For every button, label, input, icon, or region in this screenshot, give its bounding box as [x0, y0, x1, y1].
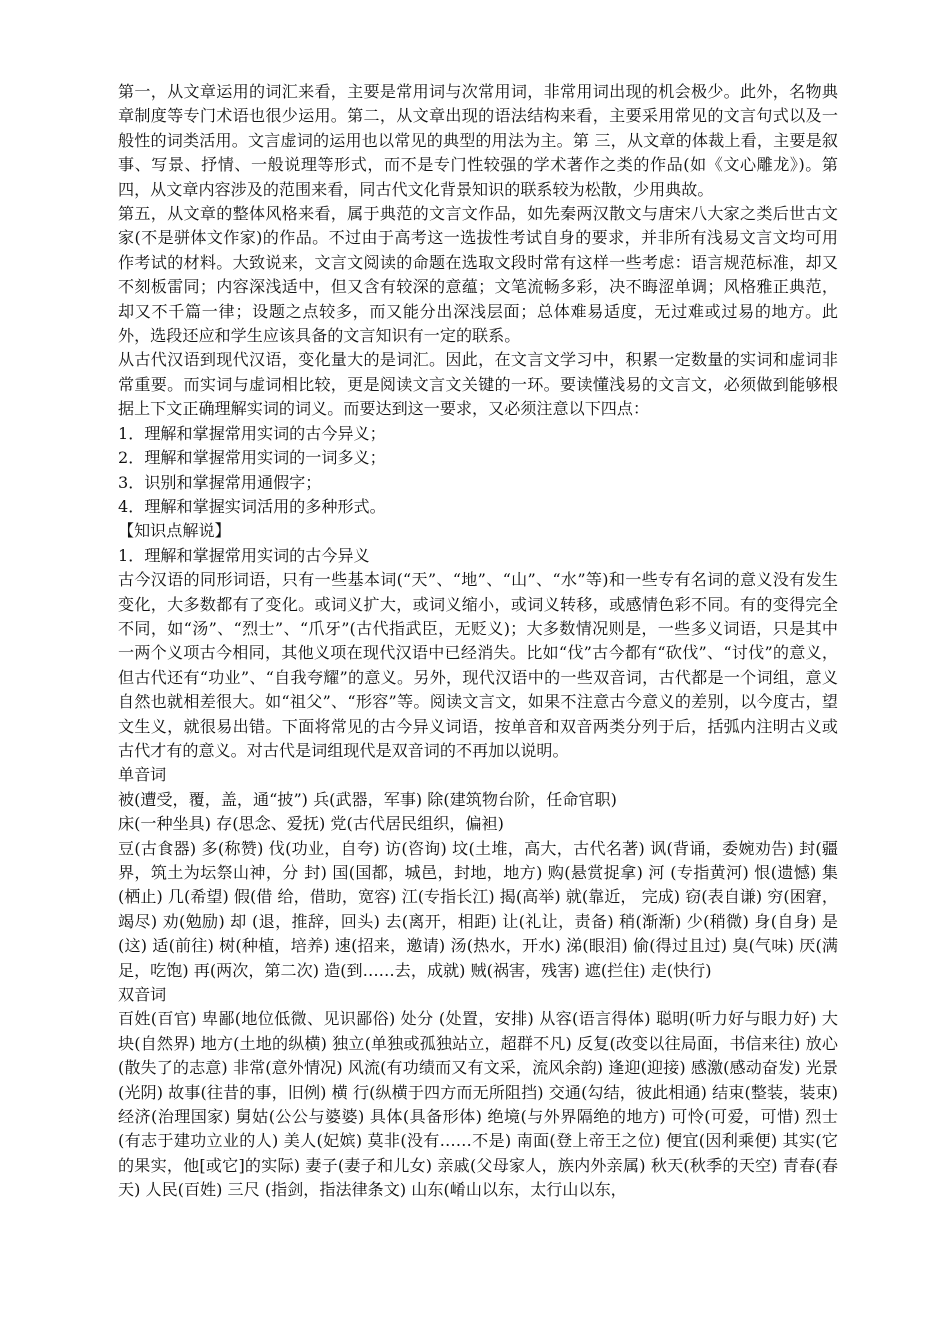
double-syllable-list: 百姓(百官) 卑鄙(地位低微、见识鄙俗) 处分 (处置，安排) 从容(语言得体) 聪明(听力好与眼力好) 大块(自然界) 地方(土地的纵横) 独立(单独或孤独站立，超群不凡) 反复(改变以往局面，书信来往) 放心(散失了的志意) 非常(意外情况) 风流(有功绩而又有文采，流风余韵) 逢迎(迎接) 感激(感动奋发) 光景(光阴) 故事(往昔的事，旧例) 横 行(纵横于四方而无所阻挡) 交通(勾结，彼此相通) 结束(整装，装束) 经济(治理国家) 舅姑(公公与婆婆) 具体(具备形体) 绝境(与外界隔绝的地方) 可怜(可爱，可惜) 烈士(有志于建功立业的人) 美人(妃嫔) 莫非(没有……不是) 南面(登上帝王之位) 便宜(因利乘便) 其实(它的果实，他[或它]的实际) 妻子(妻子和儿女) 亲戚(父母家人，族内外亲属) 秋天(秋季的天空) 青春(春天) 人民(百姓) 三尺 (指剑，指法律条文) 山东(崤山以东，太行山以东，: [118, 1009, 838, 1200]
paragraph-vocabulary-features: 第一，从文章运用的词汇来看，主要是常用词与次常用词，非常用词出现的机会极少。此外，名物典章制度等专门术语也很少运用。第二，从文章出现的语法结构来看，主要采用常见的文言句式以及一般性的词类活用。文言虚词的运用也以常见的典型的用法为主。第 三，从文章的体裁上看，主要是叙事、写景、抒情、一般说理等形式，而不是专门性较强的学术著作之类的作品(如《文心雕龙》)。第四，从文章内容涉及的范围来看，同古代文化背景知识的联系较为松散，少用典故。: [118, 82, 838, 199]
list-item-2: 2．理解和掌握常用实词的一词多义；: [118, 448, 386, 468]
paragraph-ancient-modern-meaning: 古今汉语的同形词语，只有一些基本词(“天”、“地”、“山”、“水”等)和一些专有名词的意义没有发生变化，大多数都有了变化。或词义扩大，或词义缩小，或词义转移，或感情色彩不同。有的变得完全不同，如“汤”、“烈士”、“爪牙”(古代指武臣，无贬义)；大多数情况则是，一些多义词语，只是其中一两个义项古今相同，其他义项在现代汉语中已经消失。比如“伐”古今都有“砍伐”、“讨伐”的意义，但古代还有“功业”、“自我夸耀”的意义。另外，现代汉语中的一些双音词，古代都是一个词组，意义自然也就相差很大。如“祖父”、“形容”等。阅读文言文，如果不注意古今意义的差别，以今度古，望文生义，就很易出错。下面将常见的古今异义词语，按单音和双音两类分列于后，括弧内注明古义或古代才有的意义。对古代是词组现代是双音词的不再加以说明。: [118, 570, 838, 760]
single-syllable-line-1: 被(遭受，覆，盖，通“披”) 兵(武器，军事) 除(建筑物台阶，任命官职): [118, 789, 617, 809]
single-syllable-line-2: 床(一种坐具) 存(思念、爱抚) 党(古代居民组织，偏袒): [118, 814, 504, 834]
single-syllable-list: 豆(古食器) 多(称赞) 伐(功业，自夸) 访(咨询) 坟(土堆，高大，古代名著) 讽(背诵，委婉劝告) 封(疆界，筑土为坛祭山神，分 封) 国(国都，城邑，封地，地方) 购(悬赏捉拿) 河 (专指黄河) 恨(遗憾) 集(栖止) 几(希望) 假(借 给，借助，宽容) 江(专指长江) 揭(高举) 就(靠近， 完成) 窃(表自谦) 穷(困窘，竭尽) 劝(勉励) 却 (退，推辞，回头) 去(离开，相距) 让(礼让，责备) 稍(渐渐) 少(稍微) 身(自身) 是(这) 适(前往) 树(种植，培养) 速(招来，邀请) 汤(热水，开水) 涕(眼泪) 偷(得过且过) 臭(气味) 厌(满足，吃饱) 再(两次，第二次) 造(到……去，成就) 贼(祸害，残害) 遮(拦住) 走(快行): [118, 838, 838, 980]
subsection-heading-1: 1．理解和掌握常用实词的古今异义: [118, 545, 370, 565]
heading-double-syllable: 双音词: [118, 985, 167, 1005]
section-heading-knowledge: 【知识点解说】: [118, 521, 231, 541]
list-item-1: 1．理解和掌握常用实词的古今异义；: [118, 423, 386, 443]
list-item-4: 4．理解和掌握实词活用的多种形式。: [118, 496, 386, 516]
paragraph-overall-style: 第五，从文章的整体风格来看，属于典范的文言文作品，如先秦两汉散文与唐宋八大家之类后世古文家(不是骈体文作家)的作品。不过由于高考这一选拔性考试自身的要求，并非所有浅易文言文均可用作考试的材料。大致说来，文言文阅读的命题在选取文段时常有这样一些考虑：语言规范标准，却又不刻板雷同；内容深浅适中，但又含有较深的意蕴；文笔流畅多彩，决不晦涩单调；风格雅正典范，却又不千篇一律；设题之点较多，而又能分出深浅层面；总体难易适度，无过难或过易的地方。此外，选段还应和学生应该具备的文言知识有一定的联系。: [118, 204, 838, 346]
heading-single-syllable: 单音词: [118, 765, 167, 785]
list-item-3: 3．识别和掌握常用通假字；: [118, 472, 322, 492]
paragraph-vocabulary-change: 从古代汉语到现代汉语，变化量大的是词汇。因此，在文言文学习中，积累一定数量的实词和虚词非常重要。而实词与虚词相比较，更是阅读文言文关键的一环。要读懂浅易的文言文，必须做到能够根据上下文正确理解实词的词义。而要达到这一要求，又必须注意以下四点：: [118, 350, 838, 419]
